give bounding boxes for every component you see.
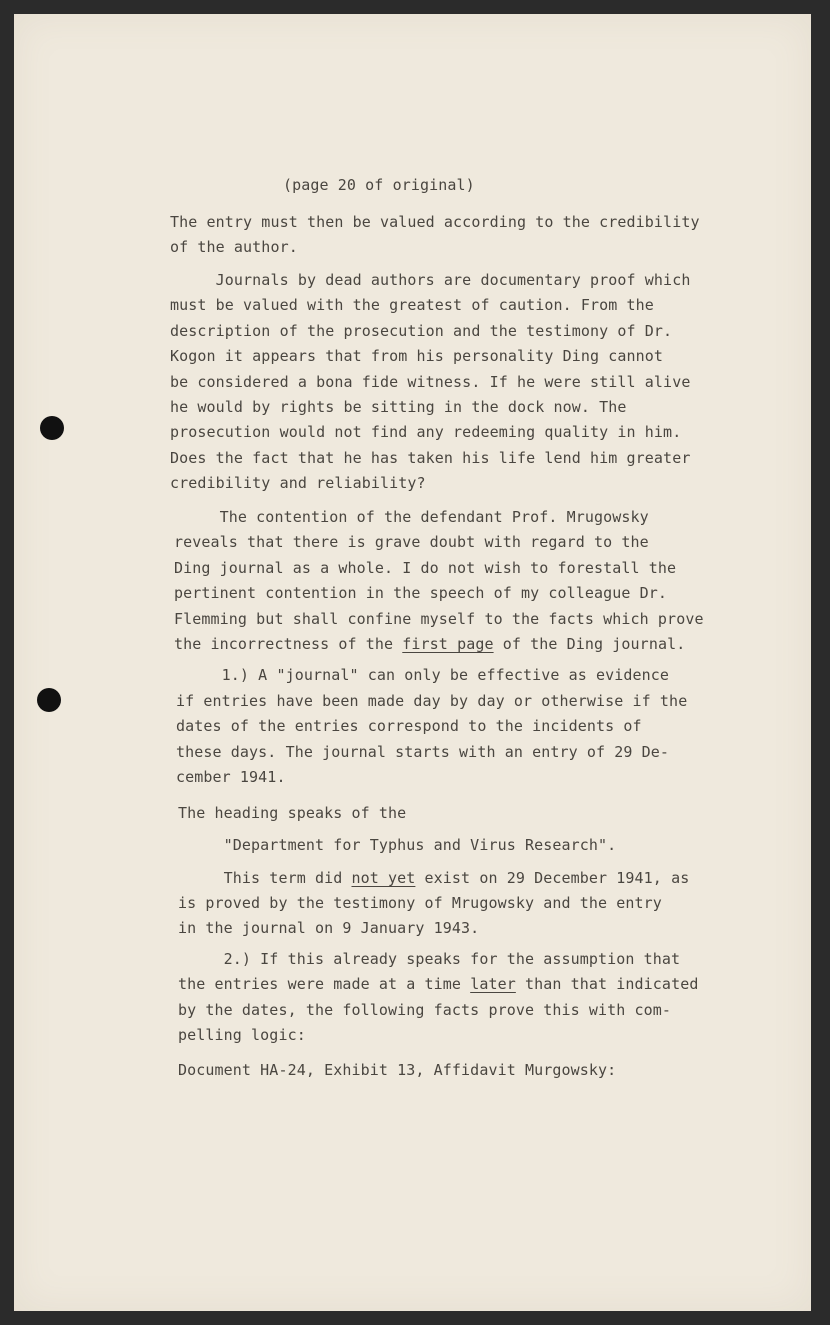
underlined-not-yet: not yet bbox=[351, 869, 416, 887]
punch-hole-bottom bbox=[37, 688, 61, 712]
underlined-first-page: first page bbox=[402, 635, 494, 654]
paragraph-journals-dead-authors: Journals by dead authors are documentary proof which must be valued with the greatest of caution. From the description of the prosecution and the testimony of Dr. Kogon it appears that from his personality Ding cannot be considered a bona fide witness. If he were still alive he would by rights be sitting in the dock now. The prosecution would not find any redeeming quality in him. Does the fact that he has taken his life lend him greater credibility and reliability? bbox=[170, 271, 691, 493]
document-reference: Document HA-24, Exhibit 13, Affidavit Murgowsky: bbox=[178, 1061, 617, 1079]
department-quote: "Department for Typhus and Virus Research". bbox=[178, 836, 617, 854]
paragraph-point-1: 1.) A "journal" can only be effective as evidence if entries have been made day by day or otherwise if the dates of the entries correspond to the incidents of these days. The journal starts with an entry of 29 De- cember 1941. bbox=[176, 666, 688, 787]
paragraph-point-2: 2.) If this already speaks for the assumption that the entries were made at a time later than that indicated by the dates, the following facts prove this with com- pelling logic: bbox=[178, 950, 699, 1044]
page-header: (page 20 of original) bbox=[283, 176, 475, 194]
paragraph-mrugowsky-contention: The contention of the defendant Prof. Mrugowsky reveals that there is grave doubt with regard to the Ding journal as a whole. I do not wish to forestall the pertinent contention in the speech of my colleague Dr. Flemming but shall confine myself to the facts which prove the incorrectness of the first page of the Ding journal. bbox=[174, 508, 704, 654]
underlined-later: later bbox=[470, 975, 516, 994]
heading-speaks-line: The heading speaks of the bbox=[178, 804, 407, 822]
punch-hole-top bbox=[40, 416, 64, 440]
paragraph-entry-credibility: The entry must then be valued according to the credibility of the author. bbox=[170, 213, 700, 256]
paragraph-not-yet: This term did not yet exist on 29 December 1941, as is proved by the testimony of Mrugowsky and the entry in the journal on 9 January 1943. bbox=[178, 869, 690, 937]
